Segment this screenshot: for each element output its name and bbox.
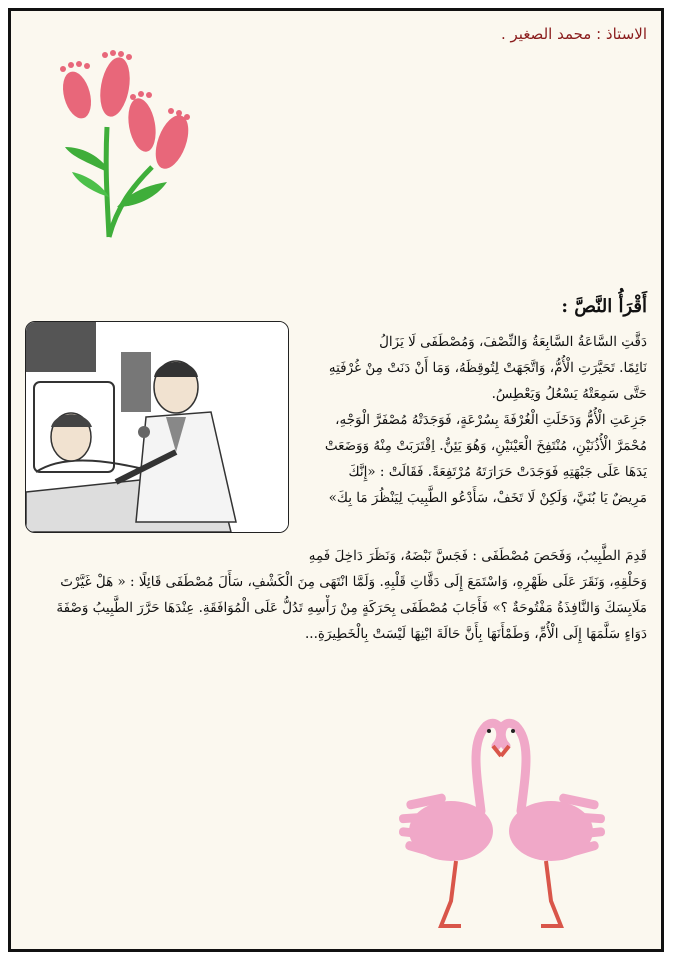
passage-line: يَدَهَا عَلَى جَبْهَتِهِ فَوَجَدَتْ حَرَارَتَهُ مُرْتَفِعَةً. فَقَالَتْ : «إِنَّكَ — [348, 464, 647, 480]
passage-line: مَلَابِسَكَ وَالنَّافِذَةُ مَفْتُوحَةٌ ؟» فَأَجَابَ مُصْطَفَى بِحَرَكَةٍ مِنْ رَأْسِهِ تَدُلُّ عَلَى الْمُوَافَقَةِ. عِنْدَهَا حَرَّرَ الطَّبِيبُ وَصْفَةَ — [56, 600, 647, 616]
passage-line: مُحْمَرَّ الْأُذُنَيْنِ، مُنْتَفِخَ الْعَيْنَيْنِ، وَهُوَ يَئِنُّ. اِقْتَرَبَتْ مِنْهُ وَوَضَعَتْ — [324, 438, 647, 454]
passage-line: جَزِعَتِ الْأُمُّ وَدَخَلَتِ الْغُرْفَةَ بِسُرْعَةٍ، فَوَجَدَتْهُ مُصْفَرَّ الْوَجْهِ، — [335, 412, 647, 428]
section-heading: أَقْرَأُ النَّصَّ : — [561, 296, 647, 317]
handprint-flamingos-icon — [381, 701, 621, 941]
worksheet-page — [8, 8, 664, 952]
teacher-name: الاستاذ : محمد الصغير . — [500, 25, 647, 43]
passage-line: قَدِمَ الطَّبِيبُ، وَفَحَصَ مُصْطَفَى : فَجَسَّ نَبْضَهُ، وَنَظَرَ دَاخِلَ فَمِهِ — [308, 548, 647, 564]
footprint-flower-icon — [47, 47, 207, 247]
passage-line: مَرِيضٌ يَا بُنَيَّ، وَلَكِنْ لَا تَخَفْ، سَأَدْعُو الطَّبِيبَ لِيَنْظُرَ مَا بِكَ» — [328, 490, 647, 506]
passage-line: وَحَلْقِهِ، وَنَقَرَ عَلَى ظَهْرِهِ، وَاسْتَمَعَ إِلَى دَقَّاتِ قَلْبِهِ. وَلَمَّا انْتَهَى مِنَ الْكَشْفِ، سَأَلَ مُصْطَفَى قَائِلًا : « هَلْ غَيَّرْتَ — [60, 574, 647, 590]
passage-line: دَقَّتِ السَّاعَةُ السَّابِعَةُ وَالنِّصْفَ، وَمُصْطَفَى لَا يَزَالُ — [379, 334, 647, 350]
passage-line: دَوَاءٍ سَلَّمَهَا إِلَى الْأُمِّ، وَطَمْأَنَهَا بِأَنَّ حَالَةَ ابْنِهَا لَيْسَتْ بِالْخَطِيرَةِ... — [305, 626, 647, 642]
passage-line: حَتَّى سَمِعَتْهُ يَسْعُلُ وَيَعْطِسُ. — [491, 386, 647, 402]
passage-paragraph-2 — [19, 543, 647, 647]
passage-paragraph-1 — [255, 329, 647, 511]
passage-line: نَائِمًا. تَحَيَّرَتِ الْأُمُّ، وَاتَّجَهَتْ لِتُوقِظَهُ، وَمَا أَنْ دَنَتْ مِنْ غُرْفَتِهِ — [328, 360, 647, 376]
doctor-visit-illustration — [25, 321, 289, 533]
